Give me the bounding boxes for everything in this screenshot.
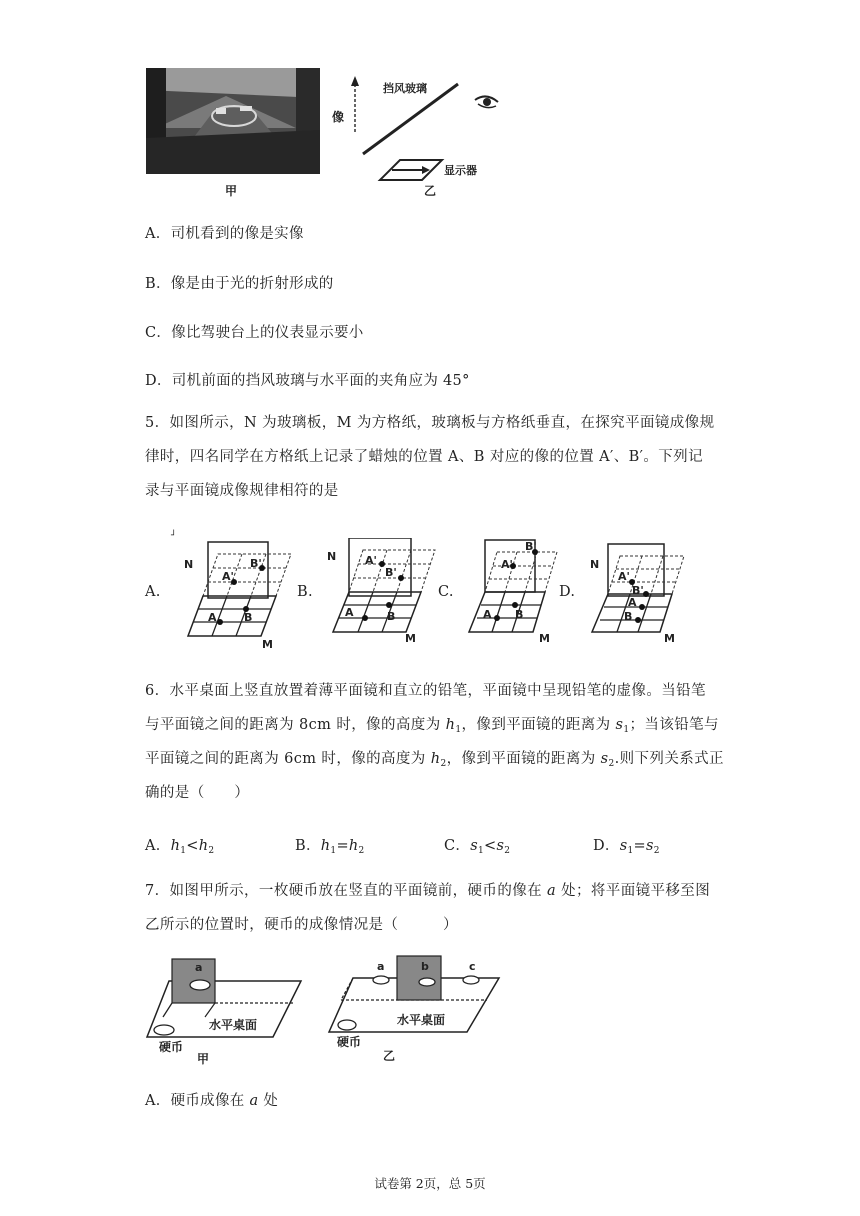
svg-text:A': A'	[365, 554, 377, 567]
q5-line-1: 5．如图所示，N 为玻璃板，M 为方格纸，玻璃板与方格纸垂直，在探究平面镜成像规	[145, 415, 715, 431]
q7-line-2: 乙所示的位置时，硬币的成像情况是（ ）	[145, 917, 458, 933]
q4-option-c: C．像比驾驶台上的仪表显示要小	[145, 325, 364, 341]
fig-jia-caption: 甲	[225, 184, 238, 198]
svg-text:M: M	[539, 632, 550, 645]
svg-text:B': B'	[632, 584, 644, 597]
svg-text:A': A'	[618, 570, 630, 583]
svg-text:B': B'	[385, 566, 397, 579]
q7-stem	[145, 874, 715, 942]
svg-text:c: c	[469, 960, 476, 973]
q7-option-a: A．硬币成像在 a 处	[145, 1093, 279, 1109]
q6-line-4: 确的是（ ）	[145, 785, 250, 801]
svg-text:A: A	[628, 596, 637, 609]
svg-text:乙: 乙	[383, 1049, 396, 1063]
q7-figure-yi	[327, 952, 502, 1064]
q5-diagram-d	[588, 538, 693, 650]
svg-text:B': B'	[525, 540, 537, 553]
svg-text:M: M	[405, 632, 416, 645]
fig-yi-caption: 乙	[424, 184, 437, 198]
svg-text:A': A'	[222, 570, 234, 583]
q5-diagram-b	[325, 538, 445, 650]
svg-text:N: N	[327, 550, 337, 563]
hud-photo	[146, 68, 320, 174]
svg-text:A: A	[483, 608, 492, 621]
q5-diagram-c	[465, 538, 565, 650]
q5-option-d-label: D.	[559, 584, 576, 600]
svg-text:N: N	[590, 558, 600, 571]
q5-diagram-a	[180, 538, 305, 650]
svg-text:水平桌面: 水平桌面	[397, 1013, 446, 1027]
svg-text:b: b	[421, 960, 429, 973]
q5-option-c-label: C.	[438, 584, 454, 600]
svg-text:M: M	[664, 632, 675, 645]
q5-option-b-label: B.	[297, 584, 313, 600]
q5-line-3: 录与平面镜成像规律相符的是	[145, 483, 339, 499]
svg-text:甲: 甲	[197, 1052, 210, 1065]
q4-option-d: D．司机前面的挡风玻璃与水平面的夹角应为 45°	[145, 373, 470, 389]
svg-text:A: A	[208, 611, 217, 624]
svg-text:a: a	[377, 960, 385, 973]
q6-option-a: A．$h_1<h_2$	[145, 838, 215, 856]
q6-option-c: C．$s_1<s_2$	[444, 838, 511, 856]
svg-text:B: B	[244, 611, 253, 624]
label-windshield: 挡风玻璃	[383, 82, 427, 95]
q7-line-1: 7．如图甲所示，一枚硬币放在竖直的平面镜前，硬币的像在 a 处；将平面镜平移至图	[145, 883, 711, 899]
q6-option-b: B．$h_1=h_2$	[295, 838, 365, 856]
q4-option-a: A．司机看到的像是实像	[145, 226, 304, 242]
eye-icon	[475, 96, 498, 107]
q6-line-1: 6．水平桌面上竖直放置着薄平面镜和直立的铅笔，平面镜中呈现铅笔的虚像。当铅笔	[145, 683, 706, 699]
svg-text:B: B	[624, 610, 633, 623]
svg-text:B: B	[387, 610, 396, 623]
label-display: 显示器	[444, 164, 477, 177]
q5-option-a-label: A.	[145, 584, 161, 600]
q5-stem	[145, 406, 715, 508]
q6-line-3: 平面镜之间的距离为 6cm 时，像的高度为 $h_2$，像到平面镜的距离为 $s_2$.则下列关系式正	[145, 751, 724, 769]
q6-line-2: 与平面镜之间的距离为 8cm 时，像的高度为 $h_1$，像到平面镜的距离为 $s_1$；当该铅笔与	[145, 717, 719, 735]
svg-text:B: B	[515, 608, 524, 621]
svg-text:硬币: 硬币	[159, 1040, 184, 1054]
svg-text:硬币: 硬币	[337, 1035, 362, 1049]
svg-text:a: a	[195, 961, 203, 974]
svg-text:水平桌面: 水平桌面	[209, 1018, 258, 1032]
label-n: N	[184, 558, 194, 571]
q5-line-2: 律时，四名同学在方格纸上记录了蜡烛的位置 A、B 对应的像的位置 A′、B′。下列记	[145, 449, 703, 465]
label-m: M	[262, 638, 273, 650]
q4-option-b: B．像是由于光的折射形成的	[145, 276, 334, 292]
label-image: 像	[332, 110, 345, 124]
svg-text:A': A'	[501, 558, 513, 571]
q6-option-d: D．$s_1=s_2$	[593, 838, 660, 856]
svg-text:B': B'	[250, 557, 262, 570]
page-footer: 试卷第 2页，总 5页	[374, 1176, 486, 1191]
q7-figure-jia	[145, 955, 305, 1065]
svg-text:A: A	[345, 606, 354, 619]
q6-stem	[145, 674, 724, 810]
q5-stray-mark: ┘	[171, 531, 177, 541]
